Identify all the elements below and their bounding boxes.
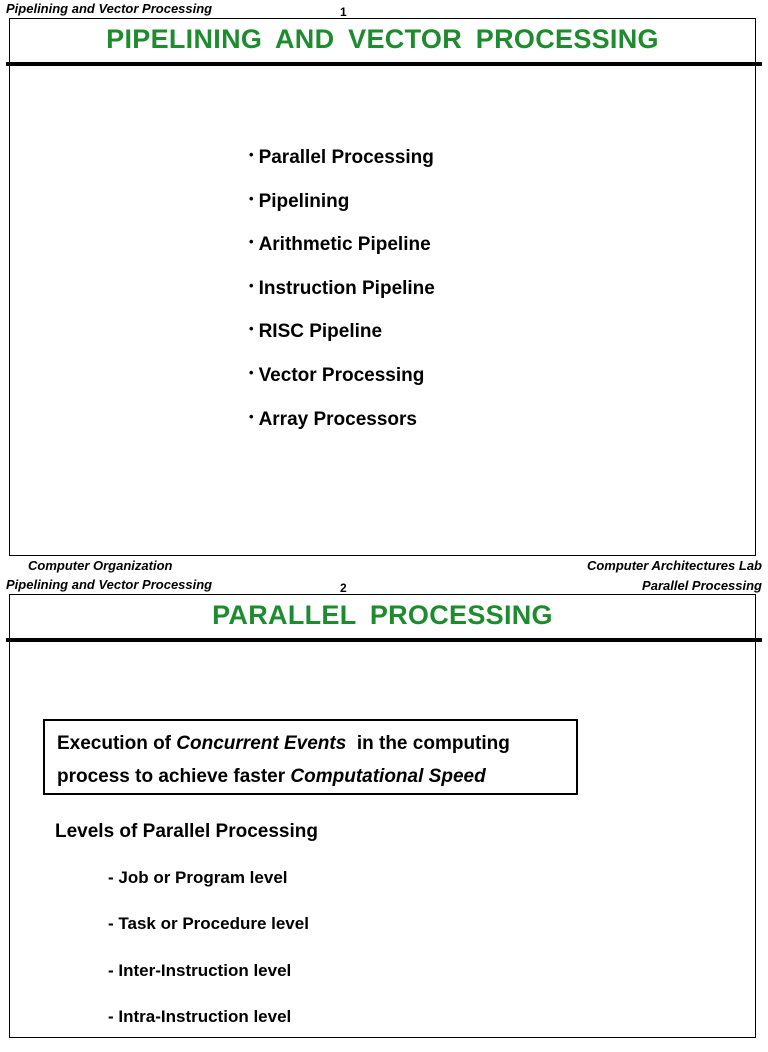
bullet-dot-icon: • <box>249 147 254 162</box>
list-item: - Inter-Instruction level <box>108 960 292 980</box>
list-item <box>249 273 435 317</box>
list-item: - Intra-Instruction level <box>108 1007 292 1027</box>
slide1-title: PIPELINING AND VECTOR PROCESSING <box>106 24 659 54</box>
bullet-dot-icon: • <box>249 321 254 337</box>
bullet-text: RISC Pipeline <box>258 321 383 343</box>
bullet-text: Array Processors <box>258 408 417 430</box>
list-item <box>249 142 435 186</box>
bullet-dot-icon: • <box>249 234 254 250</box>
definition-text: process to achieve faster <box>57 766 291 787</box>
slide2-header-left: Pipelining and Vector Processing <box>6 577 213 592</box>
bullet-text: Arithmetic Pipeline <box>258 234 431 256</box>
definition-text: in the computing <box>346 733 510 754</box>
list-item <box>249 316 435 360</box>
slide1-bullet-list <box>249 142 435 447</box>
slide2-header-right: Parallel Processing <box>642 578 762 593</box>
definition-emphasis: Concurrent Events <box>176 733 347 754</box>
list-item <box>249 186 435 230</box>
bullet-dot-icon: • <box>249 277 254 293</box>
bullet-text: Instruction Pipeline <box>258 277 435 299</box>
list-item <box>249 360 435 404</box>
bullet-dot-icon: • <box>249 364 254 380</box>
definition-emphasis: Computational Speed <box>290 766 486 787</box>
list-item <box>249 404 435 448</box>
bullet-dot-icon: • <box>249 190 254 206</box>
list-item: - Task or Procedure level <box>108 914 309 934</box>
bullet-dot-icon: • <box>249 408 254 424</box>
slide1-footer-right: Computer Architectures Lab <box>586 558 762 573</box>
definition-line-2 <box>57 760 576 793</box>
slide2-page-number: 2 <box>340 581 347 595</box>
slide2-title: PARALLEL PROCESSING <box>212 600 553 630</box>
list-item: - Job or Program level <box>108 868 288 887</box>
slide1-footer-left: Computer Organization <box>28 558 173 573</box>
list-item <box>249 229 435 273</box>
bullet-text: Vector Processing <box>258 364 425 386</box>
bullet-text: Pipelining <box>258 190 350 212</box>
definition-text: Execution of <box>57 733 177 754</box>
slide1-header-left: Pipelining and Vector Processing <box>6 1 213 16</box>
slide1-title-bar <box>9 18 756 62</box>
definition-line-1 <box>57 727 576 760</box>
levels-heading: Levels of Parallel Processing <box>55 821 318 842</box>
bullet-text: Parallel Processing <box>258 147 434 168</box>
slide1-page-number: 1 <box>340 5 347 19</box>
definition-box <box>43 719 578 795</box>
slide2-title-bar <box>9 594 756 638</box>
